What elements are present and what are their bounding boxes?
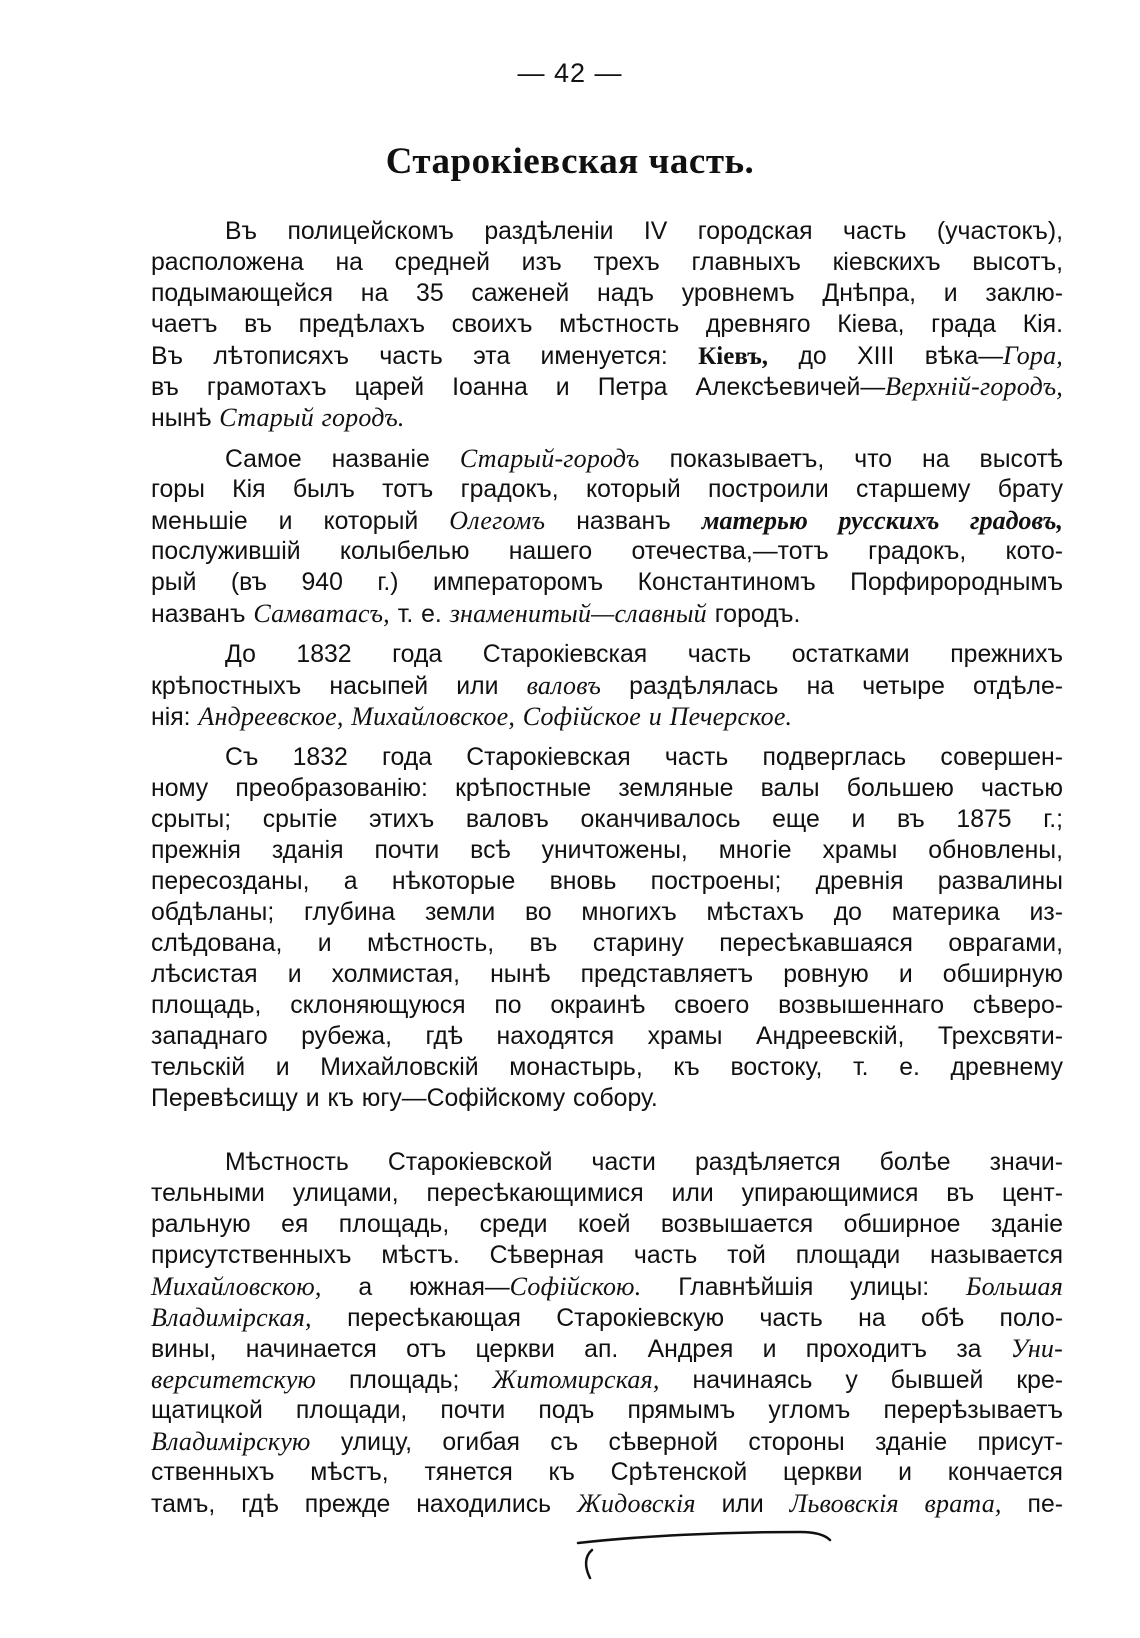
text-line: западнаго рубежа, гдѣ находятся храмы Андреевскій, Трехсвяти- (151, 1023, 1063, 1050)
emphasis-bold: Кіевъ, (698, 343, 769, 370)
text-line: нія: Андреевское, Михайловское, Софійское и Печерское. (151, 702, 793, 731)
text-line: ному преобразованію: крѣпостные земляные валы большею частью (151, 775, 1063, 802)
emphasis-italic: Михайловскою, (151, 1272, 322, 1301)
emphasis-italic: валовъ (526, 671, 602, 700)
text-line: тельскій и Михайловскій монастырь, къ востоку, т. е. древнему (151, 1054, 1063, 1081)
text-line: крѣпостныхъ насыпей или валовъ раздѣлялась на четыре отдѣле- (151, 671, 1063, 700)
emphasis-italic: матерью русскихъ градовъ, (701, 506, 1064, 535)
emphasis-italic: Жидовскія (576, 1489, 696, 1518)
text-line: горы Кія былъ тотъ градокъ, который построили старшему брату (151, 476, 1063, 503)
text-line: Владимірскую улицу, огибая съ сѣверной стороны зданіе присут- (151, 1427, 1063, 1456)
text-line: въ грамотахъ царей Іоанна и Петра Алексѣевичей—Верхній-городъ, (151, 372, 1063, 401)
text-line: прежнія зданія почти всѣ уничтожены, многіе храмы обновлены, (151, 837, 1063, 864)
emphasis-italic: Уни- (1010, 1334, 1063, 1363)
text-line: пересозданы, а нѣкоторые вновь построены; древнія развалины (151, 868, 1063, 895)
text-line: обдѣланы; глубина земли во многихъ мѣстахъ до материка из- (151, 899, 1063, 926)
emphasis-italic: Владимірская, (151, 1303, 312, 1332)
text-line: Съ 1832 года Старокіевская часть подверглась совершен- (225, 744, 1063, 771)
text-line: верситетскую площадь; Житомирская, начинаясь у бывшей кре- (151, 1365, 1064, 1394)
text-line: Перевѣсищу и къ югу—Софійскому собору. (151, 1085, 658, 1112)
text-line: присутственныхъ мѣстъ. Сѣверная часть той площади называется (151, 1242, 1063, 1269)
text-line: нынѣ Старый городъ. (151, 403, 405, 432)
section-title: Старокіевская часть. (385, 141, 755, 182)
text-line: чаетъ въ предѣлахъ своихъ мѣстность древняго Кіева, града Кія. (151, 311, 1063, 338)
paragraph-2 (151, 443, 1063, 629)
text-line: ственныхъ мѣстъ, тянется къ Срѣтенской церкви и кончается (151, 1459, 1063, 1486)
text-line: Владимірская, пересѣкающая Старокіевскую часть на обѣ поло- (151, 1303, 1063, 1332)
emphasis-italic: Владимірскую (151, 1427, 311, 1456)
emphasis-italic: Верхній-городъ, (885, 372, 1063, 401)
text-line: вины, начинается отъ церкви ап. Андрея и проходитъ за Уни- (151, 1334, 1063, 1363)
emphasis-italic: верситетскую (151, 1365, 317, 1394)
text-line: До 1832 года Старокіевская часть остатками прежнихъ (225, 641, 1063, 668)
emphasis-italic: знаменитый—славный (449, 599, 707, 628)
text-line: меньшіе и который Олегомъ названъ матерью русскихъ градовъ, (151, 506, 1064, 535)
text-line: срыты; срытіе этихъ валовъ оканчивалось еще и въ 1875 г.; (151, 806, 1063, 833)
text-line: Самое названіе Старый-городъ показываетъ, что на высотѣ (225, 444, 1063, 473)
text-line: площадь, склоняющуюся по окраинѣ своего возвышеннаго сѣверо- (151, 992, 1063, 1019)
emphasis-italic: Житомирская, (492, 1365, 660, 1394)
text-line: Михайловскою, а южная—Софійскою. Главнѣйшія улицы: Большая (151, 1272, 1064, 1301)
emphasis-italic: Андреевское, Михайловское, Софійское и Печерское. (198, 702, 793, 731)
emphasis-italic: Старый-городъ (459, 444, 640, 473)
paragraph-5 (151, 1147, 1063, 1519)
text-line: слѣдована, и мѣстность, въ старину пересѣкавшаяся оврагами, (151, 930, 1063, 957)
text-body (151, 216, 1063, 1519)
emphasis-italic: Гора, (1003, 341, 1063, 370)
text-line: послужившій колыбелью нашего отечества,—тотъ градокъ, кото- (151, 538, 1063, 565)
paragraph-4 (151, 742, 1063, 1114)
text-line: названъ Самватасъ, т. е. знаменитый—славный городъ. (151, 599, 801, 628)
emphasis-italic: Софійскою. (509, 1272, 642, 1301)
text-line: Въ лѣтописяхъ часть эта именуется: Кіевъ, до XIII вѣка—Гора, (151, 341, 1063, 370)
text-line: лѣсистая и холмистая, нынѣ представляетъ ровную и обширную (151, 961, 1063, 988)
text-line: ральную ея площадь, среди коей возвышается обширное зданіе (151, 1211, 1063, 1238)
text-line: подымающейся на 35 саженей надъ уровнемъ Днѣпра, и заклю- (151, 280, 1063, 307)
emphasis-italic: Старый городъ. (219, 403, 405, 432)
text-line: расположена на средней изъ трехъ главныхъ кіевскихъ высотъ, (151, 249, 1063, 276)
text-line: щатицкой площади, почти подъ прямымъ угломъ перерѣзываетъ (151, 1397, 1063, 1424)
paragraph-1 (151, 216, 1063, 433)
text-line: Въ полицейскомъ раздѣленіи IV городская часть (участокъ), (225, 218, 1063, 245)
text-line: рый (въ 940 г.) императоромъ Константиномъ Порфиророднымъ (151, 569, 1063, 596)
text-line: тельными улицами, пересѣкающимися или упирающимися въ цент- (151, 1180, 1063, 1207)
emphasis-italic: Львовскія врата, (789, 1489, 1002, 1518)
text-line: Мѣстность Старокіевской части раздѣляется болѣе значи- (225, 1149, 1063, 1176)
emphasis-italic: Олегомъ (449, 506, 546, 535)
emphasis-italic: Большая (966, 1272, 1064, 1301)
page-number: — 42 — (517, 58, 623, 88)
paragraph-3 (151, 639, 1063, 732)
emphasis-italic: Самватасъ, (253, 599, 390, 628)
text-line: тамъ, гдѣ прежде находились Жидовскія или Львовскія врата, пе- (151, 1489, 1064, 1518)
